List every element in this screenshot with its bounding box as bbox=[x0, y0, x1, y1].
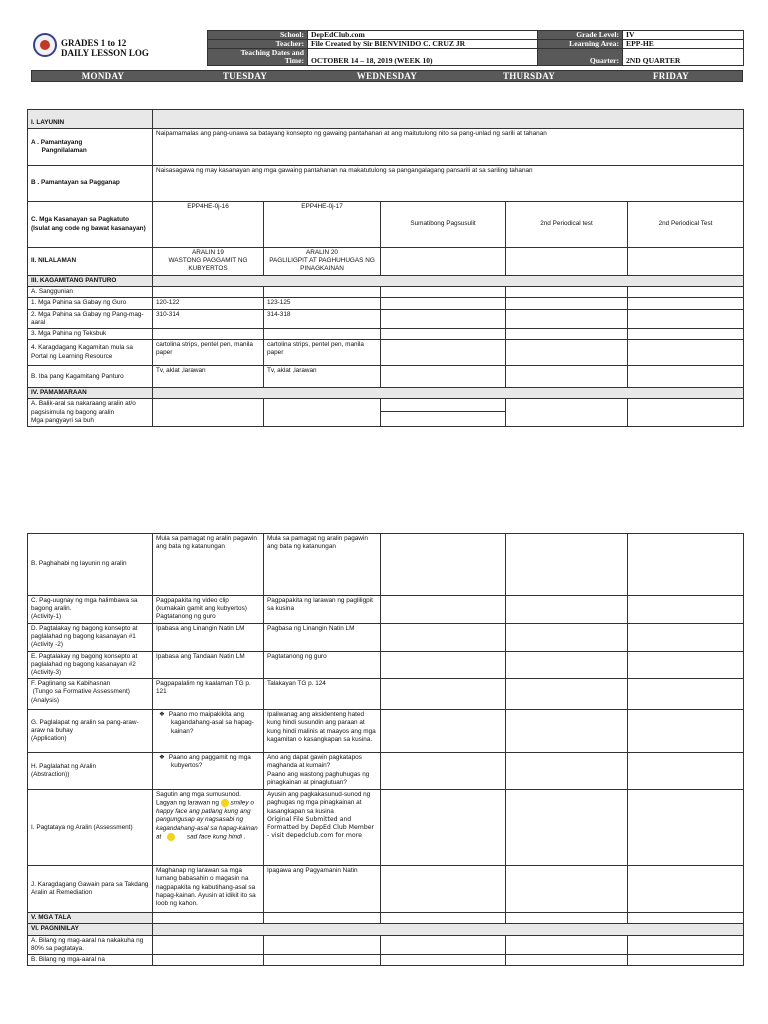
header-info-table bbox=[207, 30, 744, 66]
section-layunin: I. LAYUNIN bbox=[28, 110, 153, 129]
pamantayang-value: Naipamamalas ang pang-unawa sa batayang konsepto ng gawaing pantahanan at ang maitutulong nito sa pang-unlad ng sarili at tahanan bbox=[153, 129, 744, 166]
paghahabi-label: B. Paghahabi ng layunin ng aralin bbox=[28, 534, 153, 596]
kasanayan-thursday: 2nd Periodical test bbox=[506, 202, 628, 248]
paglinang-monday: Pagpapalalim ng kaalaman TG p. 121 bbox=[153, 679, 264, 710]
day-thursday: THURSDAY bbox=[502, 71, 556, 81]
area-label: Learning Area: bbox=[538, 40, 623, 49]
dates-label: Teaching Dates and Time: bbox=[208, 49, 308, 66]
sad-face-icon bbox=[167, 833, 175, 841]
day-tuesday: TUESDAY bbox=[222, 71, 268, 81]
takdang-aralin-label: J. Karagdagang Gawain para sa Takdang Aralin at Remediation bbox=[28, 866, 153, 913]
day-wednesday: WEDNESDAY bbox=[356, 71, 418, 81]
quarter-label: Quarter: bbox=[538, 49, 623, 66]
pagtalakay-1-label: D. Pagtalakay ng bagong konsepto at paglalahad ng bagong kasanayan #1 (Activity -2) bbox=[28, 624, 153, 652]
mag-aaral-label: 2. Mga Pahina sa Gabay ng Pang-mag-aaral bbox=[28, 309, 153, 328]
iba-label: B. Iba pang Kagamitang Panturo bbox=[28, 366, 153, 388]
nilalaman-monday: ARALIN 19 WASTONG PAGGAMIT NG KUBYERTOS bbox=[153, 248, 264, 276]
pamantayang-label: A . Pamantayang Pangnilalaman bbox=[28, 129, 153, 166]
code-monday: EPP4HE-0j-16 bbox=[153, 202, 264, 248]
portal-monday: cartolina strips, pentel pen, manila paper bbox=[153, 340, 264, 366]
pagninilay-a-label: A. Bilang ng mag-aaral na nakakuha ng 80% sa pagtataya. bbox=[28, 935, 153, 954]
kasanayan-label: C. Mga Kasanayan sa Pagkatuto (Isulat ang code ng bawat kasanayan) bbox=[28, 202, 153, 248]
paglalapat-monday: ❖ Paano mo maipakikita ang kagandahang-asal sa hapag-kainan? bbox=[153, 710, 264, 753]
teacher-label: Teacher: bbox=[208, 40, 308, 49]
quarter-value: 2ND QUARTER bbox=[623, 49, 744, 66]
dates-value: OCTOBER 14 – 18, 2019 (WEEK 10) bbox=[308, 49, 538, 66]
pagtalakay-1-monday: Ipabasa ang Linangin Natin LM bbox=[153, 624, 264, 652]
pag-uugnay-monday: Pagpapakita ng video clip (kumakain gamit ang kubyertos) Pagtatanong ng guro bbox=[153, 596, 264, 624]
paglinang-tuesday: Talakayan TG p. 124 bbox=[264, 679, 381, 710]
kasanayan-friday: 2nd Periodical Test bbox=[628, 202, 744, 248]
balik-aral-label: A. Balik-aral sa nakaraang aralin at/o pagsisimula ng bagong aralin Mga pangyayri sa buh bbox=[28, 399, 153, 427]
mag-aaral-tuesday: 314-318 bbox=[264, 309, 381, 328]
guro-monday: 120-122 bbox=[153, 298, 264, 309]
pagganap-value: Naisasagawa ng may kasanayan ang mga gawaing pantahanan na makatutulong sa pangangalagang pansarili at sa sariling tahanan bbox=[153, 166, 744, 202]
lesson-table-page-2 bbox=[27, 533, 744, 966]
teacher-value: File Created by Sir BIENVINIDO C. CRUZ JR bbox=[308, 40, 538, 49]
paglalahat-monday: ❖ Paano ang paggamit ng mga kubyertos? bbox=[153, 753, 264, 790]
code-tuesday: EPP4HE-0j-17 bbox=[264, 202, 381, 248]
grade-label: Grade Level: bbox=[538, 31, 623, 40]
section-kagamitan: III. KAGAMITANG PANTURO bbox=[28, 276, 153, 287]
paglalapat-tuesday: Ipaliwanag ang aksidenteng hated kung hindi susundin ang paraan at kung hindi malinis at maayos ang mga kagamitan o kasangkapan sa kusina. bbox=[264, 710, 381, 753]
submission-note: Original File Submitted and Formatted by DepEd Club Member - visit depedclub.com for more bbox=[267, 815, 375, 839]
day-monday: MONDAY bbox=[81, 71, 125, 81]
lesson-table-page-1 bbox=[27, 109, 744, 427]
pagganap-label: B . Pamantayan sa Pagganap bbox=[28, 166, 153, 202]
guro-label: 1. Mga Pahina sa Gabay ng Guro bbox=[28, 298, 153, 309]
pag-uugnay-label: C. Pag-uugnay ng mga halimbawa sa bagong aralin. (Activity-1) bbox=[28, 596, 153, 624]
teksbuk-label: 3. Mga Pahina ng Teksbuk bbox=[28, 328, 153, 339]
section-pamamaraan: IV. PAMAMARAAN bbox=[28, 388, 153, 399]
weekday-bar bbox=[31, 70, 743, 82]
page-title: GRADES 1 to 12 DAILY LESSON LOG bbox=[61, 38, 149, 58]
guro-tuesday: 123-125 bbox=[264, 298, 381, 309]
mag-aaral-monday: 310-314 bbox=[153, 309, 264, 328]
takdang-aralin-tuesday: Ipagawa ang Pagyamanin Natin bbox=[264, 866, 381, 913]
diamond-bullet-icon: ❖ bbox=[159, 711, 165, 719]
area-value: EPP-HE bbox=[623, 40, 744, 49]
smiley-icon bbox=[221, 799, 229, 807]
nilalaman-tuesday: ARALIN 20 PAGLILIGPIT AT PAGHUHUGAS NG PINAGKAINAN bbox=[264, 248, 381, 276]
pagtalakay-2-monday: Ipabasa ang Tandaan Natin LM bbox=[153, 651, 264, 679]
pagtalakay-2-tuesday: Pagtatanong ng guro bbox=[264, 651, 381, 679]
school-value: DepEdClub.com bbox=[308, 31, 538, 40]
paglalahat-label: H. Paglalahat ng Aralin (Abstraction)) bbox=[28, 753, 153, 790]
pagtalakay-1-tuesday: Pagbasa ng Linangin Natin LM bbox=[264, 624, 381, 652]
portal-label: 4. Karagdagang Kagamitan mula sa Portal ng Learning Resource bbox=[28, 340, 153, 366]
grade-value: IV bbox=[623, 31, 744, 40]
pagtataya-label: I. Pagtataya ng Aralin (Assessment) bbox=[28, 790, 153, 866]
diamond-bullet-icon: ❖ bbox=[159, 754, 165, 762]
pag-uugnay-tuesday: Pagpapakita ng larawan ng pagliligpit sa kusina bbox=[264, 596, 381, 624]
pagtataya-monday: Sagutin ang mga sumusunod. Lagyan ng larawan ng smiley o happy face ang patlang kung ang pangungusap ay nagsasabi ng kagandahang-asal sa hapag-kainan at sad face kung hindi . bbox=[153, 790, 264, 866]
kasanayan-wednesday: Sumatibong Pagsusulit bbox=[381, 202, 506, 248]
sanggunian-label: A. Sanggunian bbox=[28, 287, 153, 298]
school-label: School: bbox=[208, 31, 308, 40]
paglalapat-label: G. Paglalapat ng aralin sa pang-araw-araw na buhay (Application) bbox=[28, 710, 153, 753]
iba-tuesday: Tv, aklat ,larawan bbox=[264, 366, 381, 388]
takdang-aralin-monday: Maghanap ng larawan sa mga lumang babasahin o magasin na nagpapakita ng kabutihang-asal sa hapag-kainan. Ayusin at idikit ito sa loob ng kahon. bbox=[153, 866, 264, 913]
paglalahat-tuesday: Ano ang dapat gawin pagkatapos maghanda at kumain? Paano ang wastong paghuhugas ng pinagkainan at pinaglutuan? bbox=[264, 753, 381, 790]
pagtataya-tuesday: Ayusin ang pagkakasunud-sunod ng paghugas ng mga pinagkainan at kasangkapan sa kusina Original File Submitted and Formatted by DepEd Club Member - visit depedclub.com for more bbox=[264, 790, 381, 866]
portal-tuesday: cartolina strips, pentel pen, manila paper bbox=[264, 340, 381, 366]
deped-seal-icon bbox=[33, 33, 57, 57]
iba-monday: Tv, aklat ,larawan bbox=[153, 366, 264, 388]
section-mga-tala: V. MGA TALA bbox=[28, 913, 153, 924]
day-friday: FRIDAY bbox=[653, 71, 689, 81]
pagtalakay-2-label: E. Pagtalakay ng bagong konsepto at paglalahad ng bagong kasanayan #2 (Activity-3) bbox=[28, 651, 153, 679]
pagninilay-b-label: B. Bilang ng mga-aaral na bbox=[28, 954, 153, 965]
paghahabi-monday: Mula sa pamagat ng aralin pagawin ang bata ng katanungan bbox=[153, 534, 264, 596]
paglinang-label: F. Paglinang sa Kabihasnan (Tungo sa Formative Assessment) (Analysis) bbox=[28, 679, 153, 710]
paghahabi-tuesday: Mula sa pamagat ng aralin pagawin ang bata ng katanungan bbox=[264, 534, 381, 596]
section-pagninilay: VI. PAGNINILAY bbox=[28, 924, 153, 935]
nilalaman-label: II. NILALAMAN bbox=[28, 248, 153, 276]
